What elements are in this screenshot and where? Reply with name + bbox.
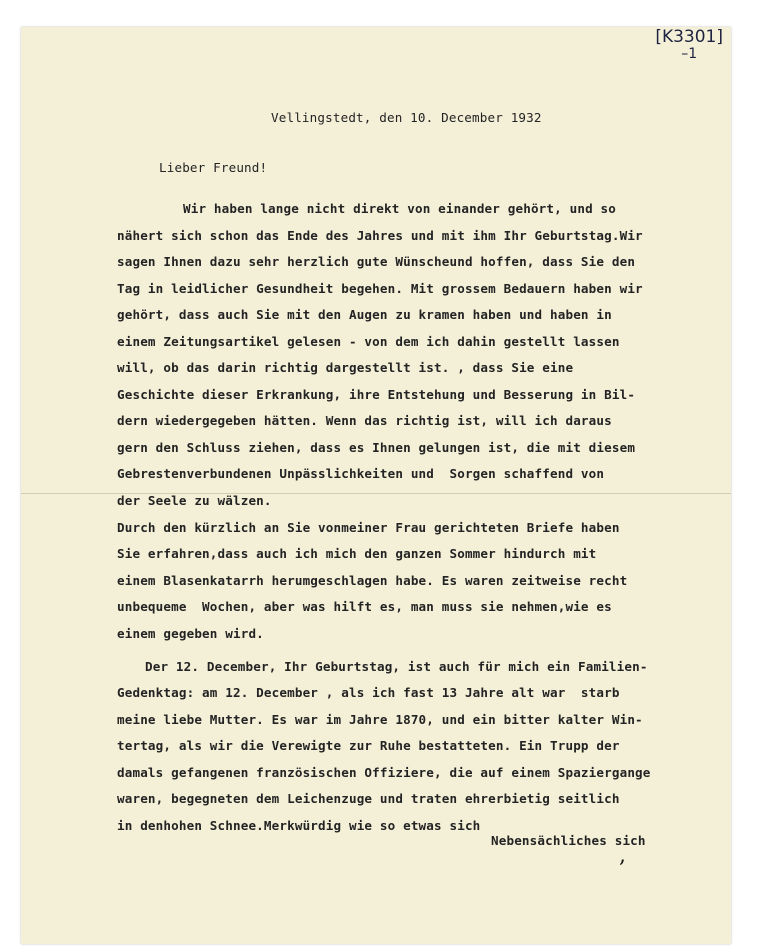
handwritten-mark: , [619, 843, 626, 868]
letter-line: Gebrestenverbundenen Unpässlichkeiten und Sorgen schaffend von [117, 466, 605, 481]
letter-line: der Seele zu wälzen. [117, 493, 272, 508]
letter-line: Tag in leidlicher Gesundheit begehen. Mit grossem Bedauern haben wir [117, 281, 643, 296]
letter-line: in denhohen Schnee.Merkwürdig wie so etwas sich [117, 818, 481, 833]
archive-mark-line1: [K3301] [655, 27, 723, 47]
letter-line: meine liebe Mutter. Es war im Jahre 1870, und ein bitter kalter Win- [117, 712, 643, 727]
letter-line: einem gegeben wird. [117, 626, 264, 641]
letter-line: dern wiedergegeben hätten. Wenn das richtig ist, will ich daraus [117, 413, 612, 428]
letter-line: nähert sich schon das Ende des Jahres und mit ihm Ihr Geburtstag.Wir [117, 228, 643, 243]
letter-line: Nebensächliches sich [491, 833, 646, 848]
letter-line: Gedenktag: am 12. December , als ich fast 13 Jahre alt war starb [117, 685, 620, 700]
letter-line: Der 12. December, Ihr Geburtstag, ist auch für mich ein Familien- [145, 659, 648, 674]
salutation: Lieber Freund! [159, 160, 268, 175]
archive-mark [655, 29, 723, 63]
letter-line: einem Blasenkatarrh herumgeschlagen habe. Es waren zeitweise recht [117, 573, 628, 588]
letter-line: will, ob das darin richtig dargestellt ist. , dass Sie eine [117, 360, 574, 375]
letter-line: sagen Ihnen dazu sehr herzlich gute Wünscheund hoffen, dass Sie den [117, 254, 636, 269]
letter-line: gehört, dass auch Sie mit den Augen zu kramen haben und haben in [117, 307, 612, 322]
letter-line: Wir haben lange nicht direkt von einander gehört, und so [183, 201, 616, 216]
letter-line: waren, begegneten dem Leichenzuge und traten ehrerbietig seitlich [117, 791, 620, 806]
letter-line: damals gefangenen französischen Offiziere, die auf einem Spaziergange [117, 765, 651, 780]
letter-line: Sie erfahren,dass auch ich mich den ganzen Sommer hindurch mit [117, 546, 597, 561]
letter-line: einem Zeitungsartikel gelesen - von dem ich dahin gestellt lassen [117, 334, 620, 349]
dateline: Vellingstedt, den 10. December 1932 [271, 110, 542, 125]
archive-mark-line2: –1 [681, 46, 698, 62]
letter-line: unbequeme Wochen, aber was hilft es, man muss sie nehmen,wie es [117, 599, 612, 614]
letter-line: gern den Schluss ziehen, dass es Ihnen gelungen ist, die mit diesem [117, 440, 636, 455]
letter-line: Geschichte dieser Erkrankung, ihre Entstehung und Besserung in Bil- [117, 387, 636, 402]
letter-sheet [21, 27, 731, 944]
letter-line: tertag, als wir die Verewigte zur Ruhe bestatteten. Ein Trupp der [117, 738, 620, 753]
letter-line: Durch den kürzlich an Sie vonmeiner Frau gerichteten Briefe haben [117, 520, 620, 535]
